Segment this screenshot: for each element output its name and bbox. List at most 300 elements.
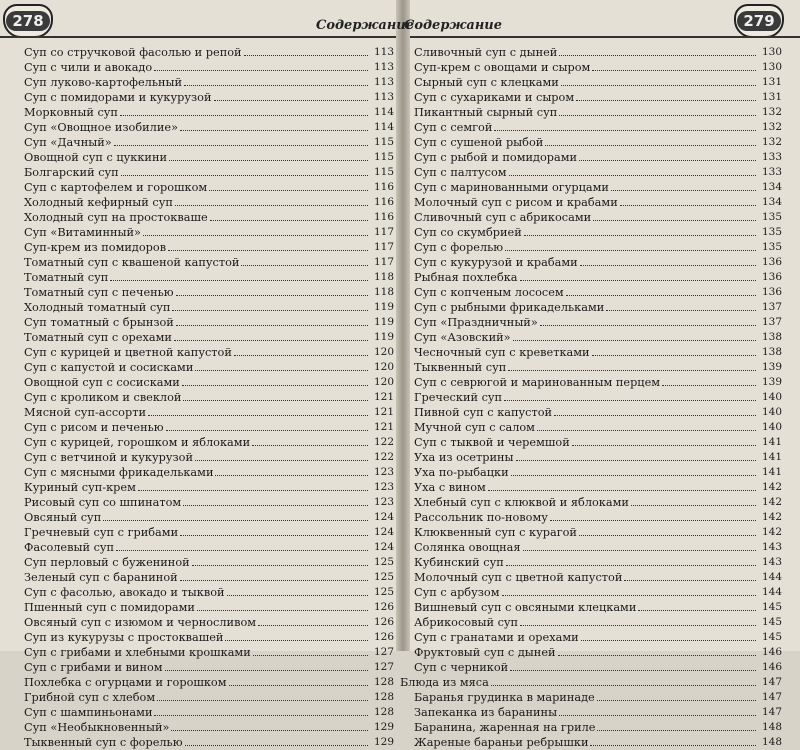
toc-entry	[24, 300, 394, 315]
toc-entry	[24, 240, 394, 255]
dot-leader	[168, 250, 368, 251]
toc-entry-title: Суп с курицей, горошком и яблоками	[24, 436, 251, 449]
dot-leader	[559, 115, 756, 116]
toc-entry-title: Холодный кефирный суп	[24, 196, 173, 209]
dot-leader	[520, 280, 756, 281]
dot-leader	[559, 715, 756, 716]
toc-entry-title: Морковный суп	[24, 106, 118, 119]
toc-entry-page: 115	[373, 136, 394, 148]
toc-entry-title: Солянка овощная	[414, 541, 521, 554]
toc-entry-page: 137	[761, 301, 782, 313]
toc-entry-page: 120	[373, 346, 394, 358]
toc-entry-title: Суп с грибами и хлебными крошками	[24, 646, 251, 659]
dot-leader	[592, 70, 756, 71]
dot-leader	[241, 265, 368, 266]
toc-entry-title: Суп с помидорами и кукурузой	[24, 91, 212, 104]
dot-leader	[148, 415, 368, 416]
dot-leader	[513, 340, 756, 341]
toc-entry-title: Суп с картофелем и горошком	[24, 181, 208, 194]
toc-entry-page: 120	[373, 361, 394, 373]
dot-leader	[576, 100, 756, 101]
toc-entry-page: 123	[373, 496, 394, 508]
dot-leader	[590, 745, 756, 746]
toc-entry-title: Клюквенный суп с курагой	[414, 526, 577, 539]
toc-entry-page: 117	[373, 226, 394, 238]
dot-leader	[506, 565, 756, 566]
toc-entry	[414, 150, 782, 165]
toc-entry-page: 142	[761, 511, 782, 523]
toc-entry-title: Жареные бараньи ребрышки	[414, 736, 589, 749]
toc-entry-page: 120	[373, 376, 394, 388]
toc-entry-title: Сливочный суп с абрикосами	[414, 211, 592, 224]
toc-entry	[24, 285, 394, 300]
dot-leader	[597, 700, 756, 701]
toc-entry-page: 136	[761, 256, 782, 268]
page-header	[0, 0, 800, 42]
toc-entry	[414, 600, 782, 615]
toc-entry-title: Пикантный сырный суп	[414, 106, 558, 119]
toc-entry-title: Суп с палтусом	[414, 166, 507, 179]
dot-leader	[579, 535, 756, 536]
toc-entry-title: Тыквенный суп	[414, 361, 507, 374]
toc-entry-page: 130	[761, 46, 782, 58]
toc-entry-page: 115	[373, 166, 394, 178]
toc-entry-title: Молочный суп с цветной капустой	[414, 571, 623, 584]
toc-entry-page: 127	[373, 661, 394, 673]
dot-leader	[252, 445, 368, 446]
toc-entry	[24, 150, 394, 165]
toc-entry-title: Болгарский суп	[24, 166, 119, 179]
dot-leader	[192, 565, 368, 566]
toc-entry-page: 121	[373, 406, 394, 418]
toc-entry-page: 124	[373, 541, 394, 553]
toc-entry	[24, 165, 394, 180]
toc-entry-title: Суп «Азовский»	[414, 331, 511, 344]
toc-entry-page: 131	[761, 76, 782, 88]
toc-entry	[414, 270, 782, 285]
toc-entry	[414, 90, 782, 105]
dot-leader	[504, 400, 756, 401]
right-toc-column	[400, 45, 782, 750]
toc-entry	[24, 180, 394, 195]
toc-entry	[414, 525, 782, 540]
toc-entry-page: 133	[761, 151, 782, 163]
toc-entry	[414, 510, 782, 525]
toc-entry-title: Суп с мясными фрикадельками	[24, 466, 214, 479]
toc-entry-title: Суп с капустой и сосисками	[24, 361, 194, 374]
toc-entry-title: Суп с арбузом	[414, 586, 500, 599]
toc-entry-title: Рассольник по-новому	[414, 511, 548, 524]
toc-entry-page: 117	[373, 256, 394, 268]
toc-entry-page: 132	[761, 136, 782, 148]
toc-entry-page: 122	[373, 436, 394, 448]
toc-entry	[414, 105, 782, 120]
toc-entry	[24, 600, 394, 615]
toc-entry-page: 125	[373, 586, 394, 598]
toc-entry-title: Запеканка из баранины	[414, 706, 558, 719]
toc-entry-page: 125	[373, 556, 394, 568]
toc-entry	[24, 675, 394, 690]
dot-leader	[559, 55, 756, 56]
toc-entry	[24, 405, 394, 420]
toc-entry-title: Сырный суп с клецками	[414, 76, 559, 89]
toc-entry	[24, 615, 394, 630]
toc-entry	[24, 480, 394, 495]
toc-entry-page: 116	[373, 181, 394, 193]
toc-entry-page: 147	[761, 676, 782, 688]
toc-entry-page: 115	[373, 151, 394, 163]
toc-entry-page: 147	[761, 691, 782, 703]
toc-entry	[414, 360, 782, 375]
toc-entry	[24, 90, 394, 105]
dot-leader	[176, 325, 368, 326]
toc-entry-page: 118	[373, 271, 394, 283]
toc-entry-title: Суп со скумбрией	[414, 226, 522, 239]
toc-entry-page: 140	[761, 391, 782, 403]
toc-entry-title: Суп с фасолью, авокадо и тыквой	[24, 586, 225, 599]
toc-entry-title: Овсяный суп с изюмом и черносливом	[24, 616, 257, 629]
toc-entry	[24, 720, 394, 735]
toc-entry-page: 113	[373, 76, 394, 88]
toc-entry-page: 121	[373, 391, 394, 403]
toc-entry-page: 116	[373, 196, 394, 208]
toc-entry-page: 135	[761, 211, 782, 223]
toc-entry	[414, 75, 782, 90]
dot-leader	[520, 625, 756, 626]
toc-entry-title: Суп с копченым лососем	[414, 286, 564, 299]
toc-entry-page: 132	[761, 121, 782, 133]
toc-entry	[24, 585, 394, 600]
dot-leader	[516, 460, 757, 461]
toc-entry-page: 134	[761, 196, 782, 208]
toc-entry-title: Фруктовый суп с дыней	[414, 646, 556, 659]
toc-entry-page: 126	[373, 601, 394, 613]
toc-entry	[414, 555, 782, 570]
toc-entry-page: 144	[761, 571, 782, 583]
toc-entry-page: 129	[373, 721, 394, 733]
toc-entry-page: 113	[373, 91, 394, 103]
toc-entry-page: 143	[761, 541, 782, 553]
dot-leader	[638, 610, 756, 611]
toc-entry-title: Абрикосовый суп	[414, 616, 519, 629]
toc-entry	[414, 720, 782, 735]
toc-entry-page: 139	[761, 376, 782, 388]
toc-entry	[414, 120, 782, 135]
toc-entry-title: Баранья грудинка в маринаде	[414, 691, 595, 704]
toc-entry	[414, 420, 782, 435]
toc-entry-title: Греческий суп	[414, 391, 503, 404]
toc-entry-page: 142	[761, 481, 782, 493]
toc-entry	[24, 660, 394, 675]
dot-leader	[505, 250, 756, 251]
toc-entry-title: Суп с семгой	[414, 121, 493, 134]
toc-entry	[24, 435, 394, 450]
dot-leader	[195, 370, 368, 371]
toc-entry-title: Рисовый суп со шпинатом	[24, 496, 182, 509]
toc-entry	[414, 465, 782, 480]
dot-leader	[138, 490, 368, 491]
toc-entry-page: 121	[373, 421, 394, 433]
dot-leader	[209, 190, 368, 191]
toc-entry	[414, 615, 782, 630]
dot-leader	[143, 235, 368, 236]
toc-entry-page: 138	[761, 346, 782, 358]
dot-leader	[523, 550, 756, 551]
toc-entry-page: 132	[761, 106, 782, 118]
dot-leader	[103, 520, 368, 521]
toc-entry	[24, 495, 394, 510]
toc-entry-title: Похлебка с огурцами и горошком	[24, 676, 227, 689]
toc-entry-title: Суп с курицей и цветной капустой	[24, 346, 232, 359]
toc-entry-page: 143	[761, 556, 782, 568]
toc-entry-page: 126	[373, 616, 394, 628]
toc-entry-title: Суп томатный с брынзой	[24, 316, 174, 329]
toc-entry-title: Суп «Витаминный»	[24, 226, 141, 239]
dot-leader	[561, 85, 756, 86]
toc-entry-title: Суп со стручковой фасолью и репой	[24, 46, 242, 59]
toc-entry-title: Суп с форелью	[414, 241, 504, 254]
dot-leader	[169, 160, 368, 161]
dot-leader	[550, 520, 756, 521]
dot-leader	[491, 685, 756, 686]
dot-leader	[572, 445, 756, 446]
dot-leader	[537, 430, 756, 431]
dot-leader	[511, 475, 756, 476]
toc-entry-page: 123	[373, 481, 394, 493]
toc-entry-title: Овощной суп с цуккини	[24, 151, 168, 164]
toc-entry-page: 141	[761, 466, 782, 478]
toc-entry	[414, 315, 782, 330]
toc-entry	[24, 255, 394, 270]
toc-entry-page: 133	[761, 166, 782, 178]
toc-entry	[24, 555, 394, 570]
dot-leader	[183, 400, 368, 401]
toc-entry-page: 123	[373, 466, 394, 478]
toc-entry-title: Суп-крем с овощами и сыром	[414, 61, 591, 74]
toc-entry-title: Мясной суп-ассорти	[24, 406, 146, 419]
dot-leader	[121, 175, 368, 176]
toc-entry-title: Суп луково-картофельный	[24, 76, 183, 89]
left-page-number: 278	[6, 11, 49, 31]
toc-entry	[414, 210, 782, 225]
toc-entry-title: Суп с рыбой и помидорами	[414, 151, 578, 164]
toc-entry	[414, 540, 782, 555]
toc-entry	[24, 570, 394, 585]
toc-entry	[24, 420, 394, 435]
toc-entry-title: Суп перловый с бужениной	[24, 556, 190, 569]
toc-entry-title: Суп с кроликом и свеклой	[24, 391, 182, 404]
toc-entry-page: 136	[761, 271, 782, 283]
toc-entry	[414, 495, 782, 510]
book-gutter	[396, 0, 410, 651]
toc-entry-title: Суп с сухариками и сыром	[414, 91, 575, 104]
dot-leader	[174, 340, 368, 341]
toc-entry-page: 146	[761, 646, 782, 658]
toc-entry	[414, 345, 782, 360]
toc-entry-title: Суп с грибами и вином	[24, 661, 163, 674]
toc-entry-title: Суп «Дачный»	[24, 136, 112, 149]
toc-entry	[414, 45, 782, 60]
dot-leader	[185, 745, 368, 746]
dot-leader	[524, 235, 756, 236]
toc-entry-title: Куриный суп-крем	[24, 481, 136, 494]
toc-entry-page: 124	[373, 526, 394, 538]
toc-entry-page: 119	[373, 316, 394, 328]
toc-entry-title: Томатный суп с печенью	[24, 286, 174, 299]
toc-entry	[414, 180, 782, 195]
toc-entry-title: Суп с рыбными фрикадельками	[414, 301, 605, 314]
toc-entry-page: 119	[373, 331, 394, 343]
left-page-number-badge	[3, 4, 53, 38]
toc-entry	[414, 330, 782, 345]
toc-entry-title: Суп-крем из помидоров	[24, 241, 167, 254]
dot-leader	[597, 730, 756, 731]
toc-entry	[24, 60, 394, 75]
toc-entry	[414, 195, 782, 210]
toc-entry	[24, 510, 394, 525]
toc-entry-title: Томатный суп	[24, 271, 109, 284]
dot-leader	[225, 640, 368, 641]
toc-entry-page: 144	[761, 586, 782, 598]
toc-entry-page: 131	[761, 91, 782, 103]
toc-entry	[24, 735, 394, 750]
dot-leader	[620, 205, 756, 206]
toc-entry-title: Тыквенный суп с форелью	[24, 736, 183, 749]
toc-entry-page: 114	[373, 121, 394, 133]
dot-leader	[540, 325, 756, 326]
toc-entry	[24, 450, 394, 465]
toc-entry-title: Грибной суп с хлебом	[24, 691, 156, 704]
toc-entry	[414, 480, 782, 495]
toc-entry	[24, 525, 394, 540]
toc-entry-page: 135	[761, 226, 782, 238]
toc-entry-title: Овсяный суп	[24, 511, 102, 524]
toc-entry-title: Кубинский суп	[414, 556, 504, 569]
dot-leader	[180, 580, 368, 581]
toc-entry-page: 145	[761, 601, 782, 613]
toc-entry-page: 134	[761, 181, 782, 193]
toc-entry-title: Суп с чили и авокадо	[24, 61, 153, 74]
right-running-title: Содержание	[404, 18, 503, 33]
toc-entry-page: 117	[373, 241, 394, 253]
dot-leader	[566, 295, 756, 296]
dot-leader	[606, 310, 756, 311]
toc-entry	[24, 360, 394, 375]
toc-entry	[414, 240, 782, 255]
toc-entry-page: 141	[761, 451, 782, 463]
toc-entry	[24, 630, 394, 645]
toc-entry	[24, 345, 394, 360]
toc-entry-title: Суп с сушеной рыбой	[414, 136, 544, 149]
right-page-number: 279	[737, 11, 780, 31]
right-page-number-badge	[734, 4, 784, 38]
toc-entry	[24, 105, 394, 120]
toc-entry-page: 145	[761, 616, 782, 628]
dot-leader	[116, 550, 368, 551]
toc-entry	[414, 285, 782, 300]
toc-entry	[24, 210, 394, 225]
dot-leader	[184, 85, 368, 86]
dot-leader	[494, 130, 756, 131]
toc-entry	[24, 315, 394, 330]
toc-entry-title: Мучной суп с салом	[414, 421, 535, 434]
toc-entry-page: 145	[761, 631, 782, 643]
dot-leader	[580, 265, 756, 266]
toc-entry-page: 128	[373, 706, 394, 718]
dot-leader	[197, 610, 368, 611]
dot-leader	[510, 670, 756, 671]
dot-leader	[154, 715, 368, 716]
toc-entry-title: Томатный суп с квашеной капустой	[24, 256, 240, 269]
toc-entry-title: Вишневый суп с овсяными клецками	[414, 601, 637, 614]
dot-leader	[180, 130, 368, 131]
toc-entry-title: Суп из кукурузы с простоквашей	[24, 631, 224, 644]
toc-entry-page: 148	[761, 736, 782, 748]
toc-entry-title: Суп с ветчиной и кукурузой	[24, 451, 193, 464]
toc-entry	[414, 705, 782, 720]
dot-leader	[172, 310, 368, 311]
toc-section-heading	[400, 675, 782, 690]
toc-entry-title: Томатный суп с орехами	[24, 331, 172, 344]
toc-entry-page: 118	[373, 286, 394, 298]
toc-entry-title: Пшенный суп с помидорами	[24, 601, 195, 614]
toc-entry	[24, 390, 394, 405]
toc-entry-page: 122	[373, 451, 394, 463]
toc-entry-page: 128	[373, 676, 394, 688]
toc-entry	[414, 645, 782, 660]
toc-entry-title: Рыбная похлебка	[414, 271, 518, 284]
dot-leader	[631, 505, 756, 506]
toc-entry-title: Суп «Праздничный»	[414, 316, 538, 329]
dot-leader	[253, 655, 368, 656]
toc-entry	[24, 690, 394, 705]
toc-entry-title: Суп с кукурузой и крабами	[414, 256, 578, 269]
dot-leader	[234, 355, 368, 356]
toc-entry	[414, 630, 782, 645]
dot-leader	[214, 100, 368, 101]
toc-entry-page: 142	[761, 526, 782, 538]
toc-entry-title: Баранина, жаренная на гриле	[414, 721, 596, 734]
toc-entry-page: 141	[761, 436, 782, 448]
dot-leader	[558, 655, 756, 656]
toc-entry	[24, 225, 394, 240]
toc-entry-page: 142	[761, 496, 782, 508]
toc-entry	[414, 735, 782, 750]
right-header-rule	[410, 36, 800, 38]
left-running-title: Содержание	[316, 18, 415, 33]
toc-entry-page: 114	[373, 106, 394, 118]
toc-entry-title: Суп «Овощное изобилие»	[24, 121, 178, 134]
toc-entry-page: 119	[373, 301, 394, 313]
dot-leader	[508, 370, 756, 371]
toc-entry-title: Уха с вином	[414, 481, 486, 494]
toc-entry-page: 126	[373, 631, 394, 643]
dot-leader	[502, 595, 757, 596]
dot-leader	[229, 685, 368, 686]
toc-entry	[24, 645, 394, 660]
toc-entry-title: Зеленый суп с бараниной	[24, 571, 178, 584]
toc-entry-title: Холодный томатный суп	[24, 301, 171, 314]
toc-entry-title: Блюда из мяса	[400, 676, 489, 689]
toc-entry	[414, 585, 782, 600]
toc-entry-title: Холодный суп на простокваше	[24, 211, 208, 224]
toc-entry	[414, 690, 782, 705]
toc-entry	[24, 270, 394, 285]
toc-entry-title: Суп «Необыкновенный»	[24, 721, 170, 734]
dot-leader	[180, 535, 368, 536]
toc-entry	[414, 135, 782, 150]
toc-entry-page: 146	[761, 661, 782, 673]
